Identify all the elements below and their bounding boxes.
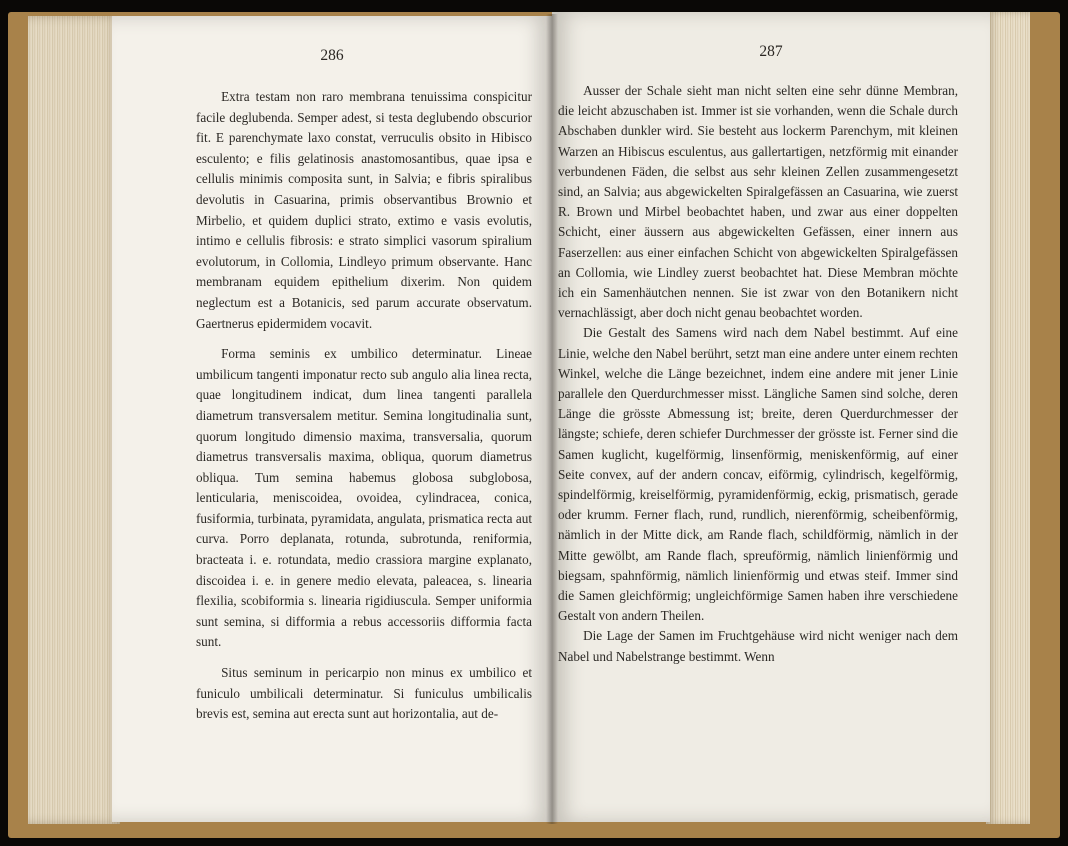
paragraph: Ausser der Schale sieht man nicht selten eine sehr dünne Membran, die leicht abzuschaben ist. Immer ist sie vorhanden, wenn die Schale durch Abschaben dunkler wird. Sie besteht aus lockerm Parenchym, mit kleinen Warzen an Hibiscus esculentus, aus gallertartigen, netzförmig mit einander verbundenen Fäden, die selbst aus sehr kleinen Zellen zusammengesetzt sind, an Salvia; aus abgewickelten Spiralgefässen an Casuarina, wie zuerst R. Brown und Mirbel beobachtet haben, und zwar aus einer doppelten Schicht, einer äussern aus abgewickelten Gefässen, einer innern aus Faserzellen: aus einer einfachen Schicht von abgewickelten Spiralgefässen an Collomia, wie Lindley zuerst beobachtet hat. Diese Membran möchte ich ein Samenhäutchen nennen. Sie ist zwar von den Botanikern nicht vernachlässigt, aber doch nicht genau beobachtet worden. (558, 83, 958, 321)
page-text (558, 81, 958, 667)
page-number: 286 (320, 47, 344, 64)
right-page (552, 12, 990, 822)
page-text (196, 87, 532, 725)
paragraph: Die Lage der Samen im Fruchtgehäuse wird nicht weniger nach dem Nabel und Nabelstrange bestimmt. Wenn (558, 628, 958, 664)
book-gutter (546, 14, 558, 824)
page-number: 287 (759, 43, 783, 60)
page-edges-right (986, 12, 1030, 824)
left-page (112, 16, 552, 822)
paragraph: Situs seminum in pericarpio non minus ex umbilico et funiculo umbilicali determinatur. Si funiculus umbilicalis brevis est, semina aut erecta sunt aut horizontalia, aut de- (196, 665, 532, 722)
page-edges-left (28, 16, 120, 824)
paragraph: Die Gestalt des Samens wird nach dem Nabel bestimmt. Auf eine Linie, welche den Nabel berührt, setzt man eine andere unter einem rechten Winkel, welche die Länge bezeichnet, indem eine andere mit jener Linie parallele den Querdurchmesser misst. Längliche Samen sind solche, deren Länge die grösste Abmessung ist; breite, deren Querdurchmesser der längste; schiefe, deren schiefer Durchmesser der grösste ist. Ferner sind die Samen kuglicht, kugelförmig, linsenförmig, meniskenförmig, auf einer Seite convex, auf der andern concav, eiförmig, cylindrisch, kegelförmig, spindelförmig, kreiselförmig, pyramidenförmig, eckig, prismatisch, gerade oder krumm. Ferner flach, rund, rundlich, nierenförmig, scheibenförmig, nämlich in der Mitte dick, am Rande flach, schildförmig, nämlich in der Mitte gewölbt, am Rande flach, spreuförmig, nämlich linienförmig und biegsam, spahnförmig, nämlich linienförmig und etwas steif. Immer sind die Samen gleichförmig; ungleichförmige Samen haben ihre verschiedene Gestalt von andern Theilen. (558, 325, 958, 624)
paragraph: Extra testam non raro membrana tenuissima conspicitur facile deglubenda. Semper adest, si testa deglubendo obscurior fit. E parenchymate laxo constat, verruculis obsito in Hibisco esculento; e filis gelatinosis anastomosantibus, quae ipsa e cellulis minimis composita sunt, in Salvia; e fibris spiralibus devolutis in Casuarina, primis observantibus Brownio et Mirbelio, et quidem duplici strato, extimo e vasis evolutis, intimo e cellulis fibrosis: e strato simplici vasorum spiralium evolutorum, in Collomia, Lindleyo primum observante. Hanc membranam equidem epithelium dixerim. Non quidem neglectum est a Botanicis, sed parum accurate observatum. Gaertnerus epidermidem vocavit. (196, 89, 532, 331)
paragraph: Forma seminis ex umbilico determinatur. Lineae umbilicum tangenti imponatur recto sub angulo alia linea recta, quae longitudinem indicat, dum linea tangenti parallela diametrum transversalem metitur. Semina longitudinalia sunt, quorum longitudo dimensio maxima, transversalia, quorum diametrus transversalis maxima, obliqua, quorum diametrus obliqua. Tum semina habemus globosa subglobosa, lenticularia, meniscoidea, ovoidea, cylindracea, conica, fusiformia, turbinata, pyramidata, angulata, prismatica recta aut curva. Porro deplanata, rotunda, subrotunda, reniformia, bracteata i. e. rotundata, medio crassiora margine explanato, discoidea i. e. in genere medio elevata, paleacea, s. linearia flexilia, scobiformia s. linearia rigidiuscula. Semper uniformia sunt semina, si difformia a rebus accessoriis difformia facta sunt. (196, 346, 532, 650)
